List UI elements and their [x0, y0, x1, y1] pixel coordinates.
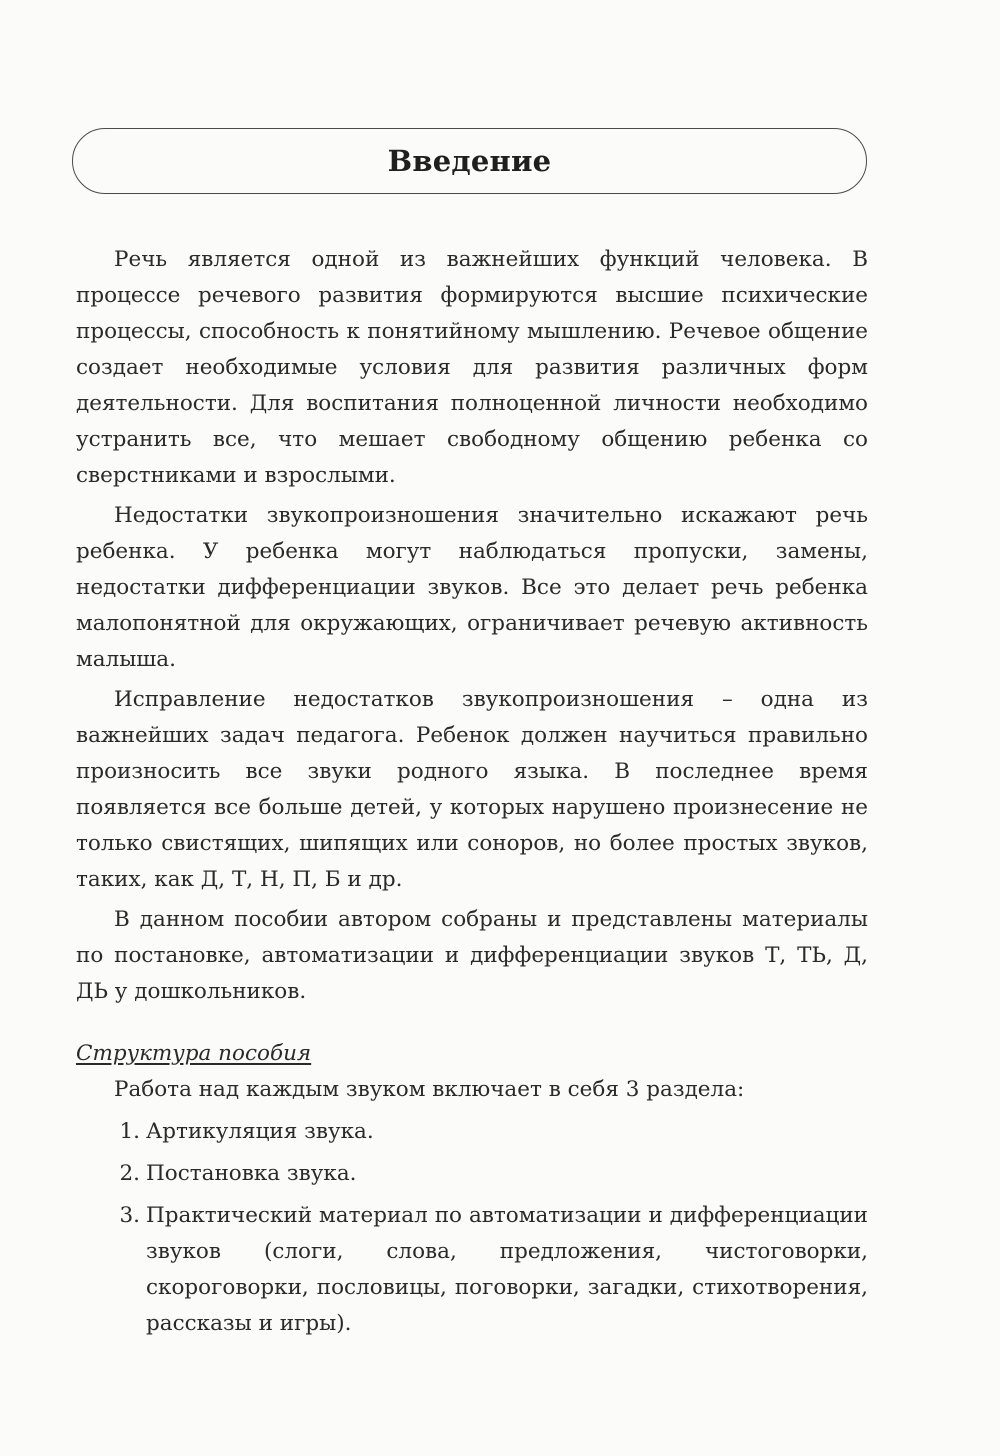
paragraph: Исправление недостатков звукопроизношения – одна из важнейших задач педагога. Ребенок должен научиться правильно произносить все звуки родного языка. В последнее время появляется все больше детей, у которых нарушено произнесение не только свистящих, шипящих или соноров, но более простых звуков, таких, как Д, Т, Н, П, Б и др. [76, 687, 868, 892]
list-text: Постановка звука. [146, 1161, 357, 1186]
list-number: 1. [119, 1119, 140, 1144]
list-item [76, 1114, 868, 1150]
list-text: Практический материал по автоматизации и дифференциации звуков (слоги, слова, предложения, чистоговорки, скороговорки, пословицы, поговорки, загадки, стихотворения, рассказы и игры). [146, 1203, 868, 1336]
paragraph: В данном пособии автором собраны и представлены материалы по постановке, автоматизации и дифференциации звуков Т, ТЬ, Д, ДЬ у дошкольников. [76, 907, 868, 1004]
structure-section [76, 1036, 868, 1348]
list-number: 2. [119, 1161, 140, 1186]
page-title: Введение [387, 144, 552, 178]
section-heading: Структура пособия [76, 1041, 312, 1066]
list-item [76, 1156, 868, 1192]
list-text: Артикуляция звука. [146, 1119, 374, 1144]
title-frame [72, 128, 867, 194]
list-item [76, 1198, 868, 1342]
section-intro: Работа над каждым звуком включает в себя 3 раздела: [114, 1077, 745, 1102]
introduction-body [76, 242, 868, 1014]
structure-list [76, 1114, 868, 1342]
list-number: 3. [119, 1203, 140, 1228]
paragraph: Недостатки звукопроизношения значительно искажают речь ребенка. У ребенка могут наблюдаться пропуски, замены, недостатки дифференциации звуков. Все это делает речь ребенка малопонятной для окружающих, ограничивает речевую активность малыша. [76, 503, 868, 672]
paragraph: Речь является одной из важнейших функций человека. В процессе речевого развития формируются высшие психические процессы, способность к понятийному мышлению. Речевое общение создает необходимые условия для развития различных форм деятельности. Для воспитания полноценной личности необходимо устранить все, что мешает свободному общению ребенка со сверстниками и взрослыми. [76, 247, 868, 488]
